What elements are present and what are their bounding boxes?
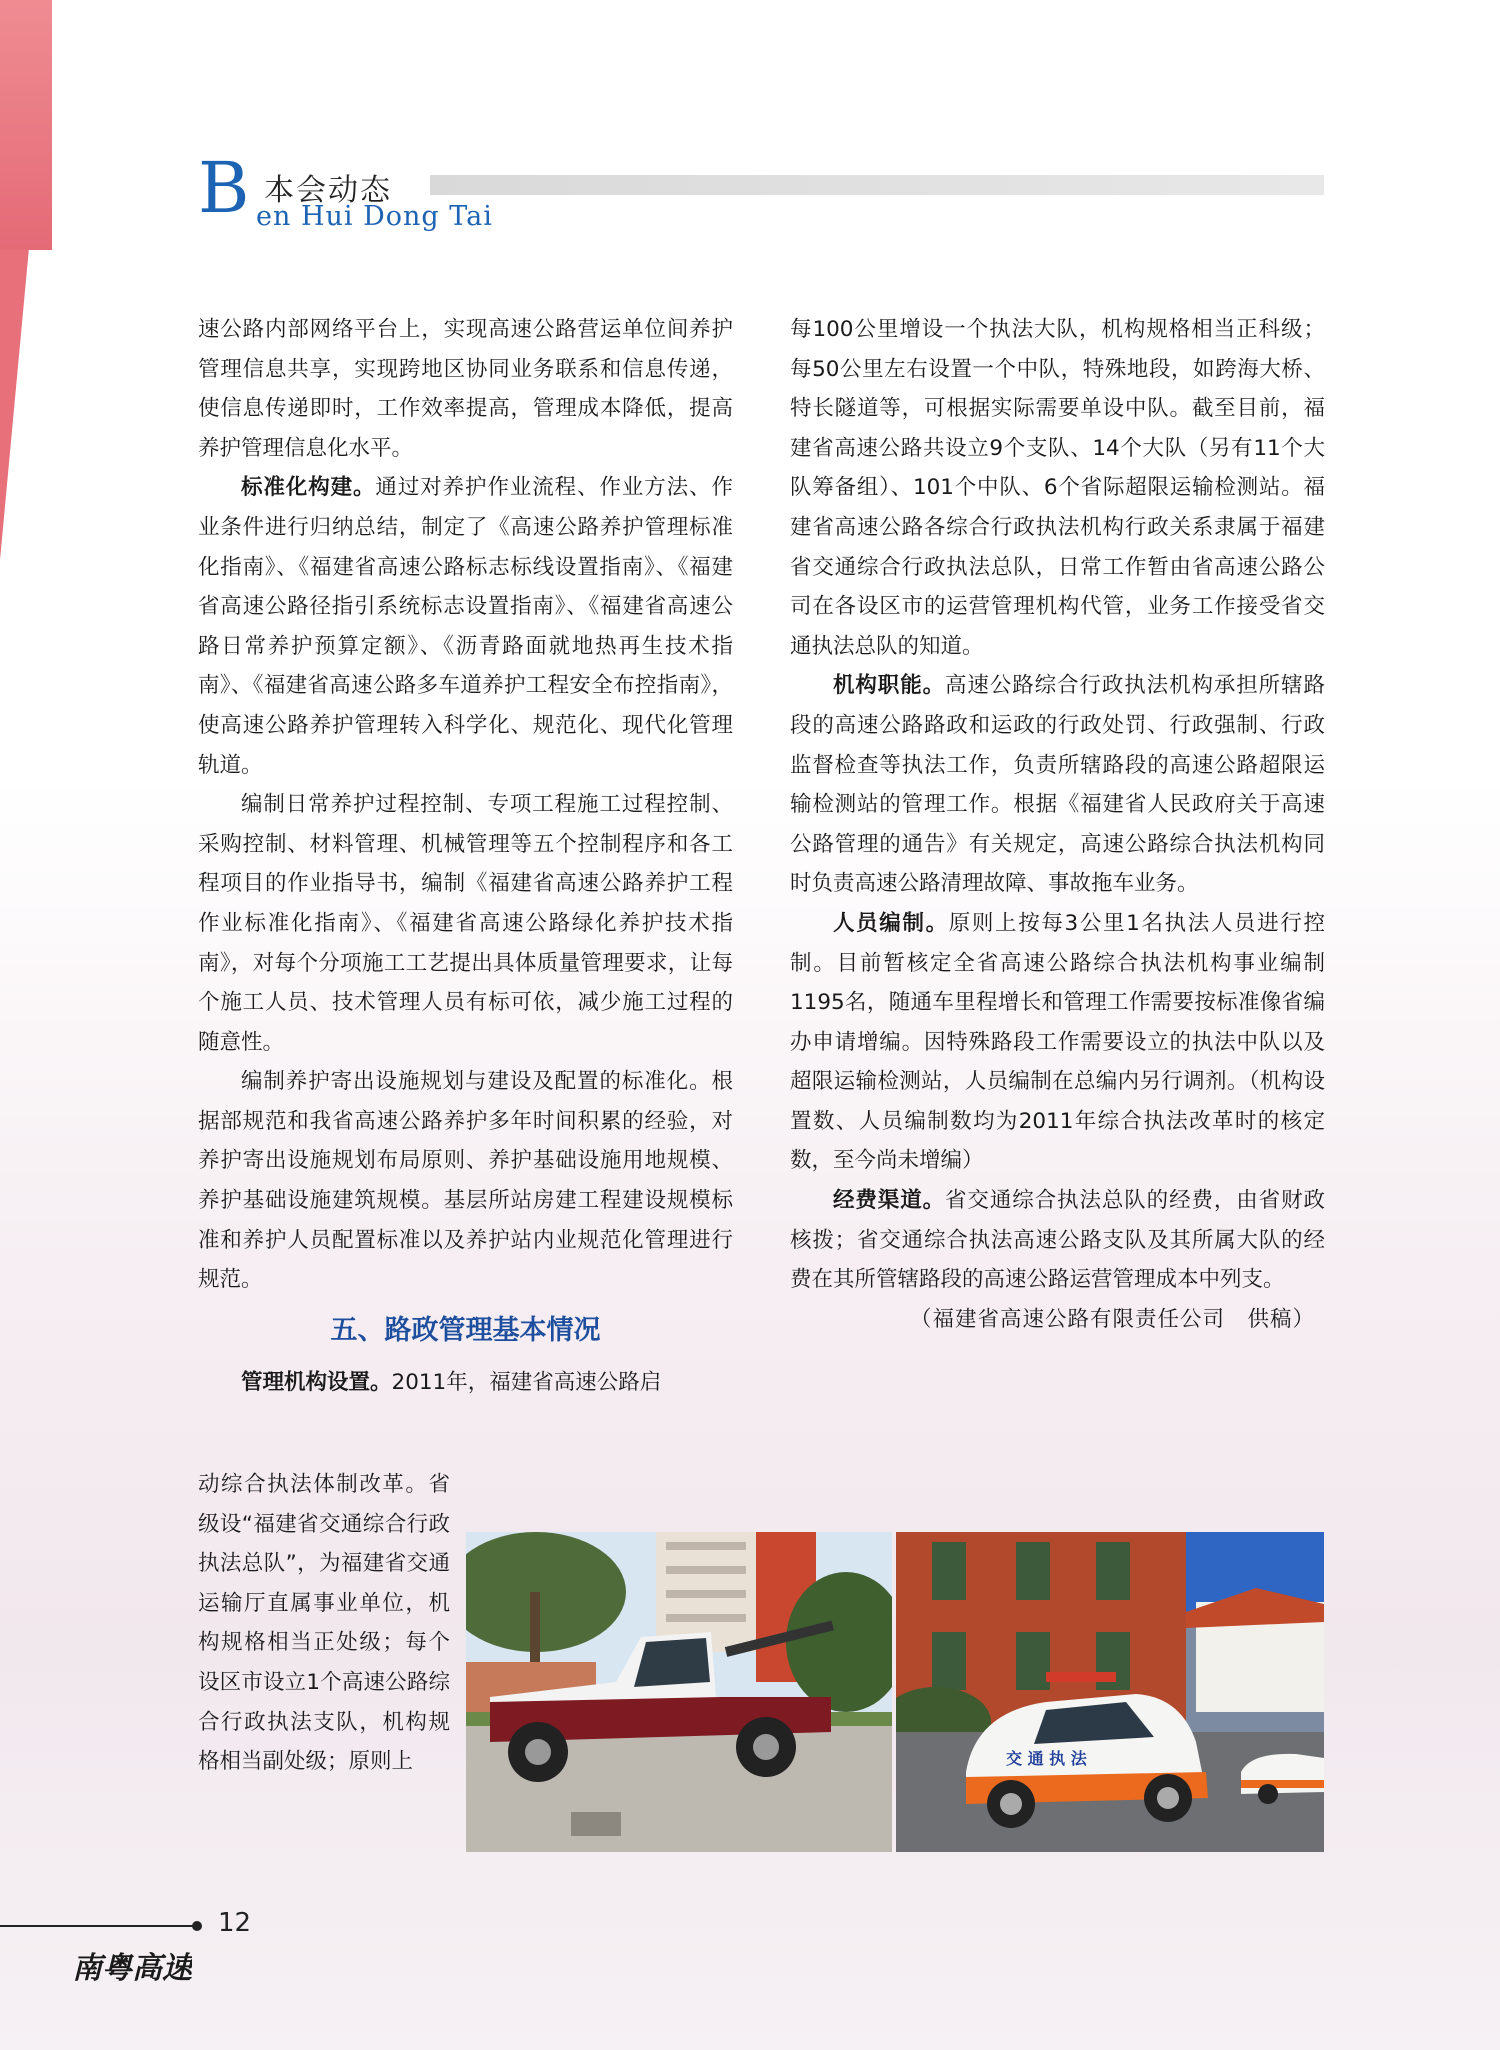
header-english-title: en Hui Dong Tai bbox=[256, 201, 493, 232]
corner-decoration-top bbox=[0, 0, 52, 250]
right-paragraph-4 bbox=[790, 1181, 1325, 1300]
right-paragraph-3-lead: 人员编制。 bbox=[833, 910, 949, 936]
section-header bbox=[198, 147, 1324, 235]
left-paragraph-4: 编制养护寄出设施规划与建设及配置的标准化。根据部规范和我省高速公路养护多年时间积累的经验，对养护寄出设施规划布局原则、养护基础设施用地规模、养护基础设施建筑规模。基层所站房建工程建设规模标准和养护人员配置标准以及养护站内业规范化管理进行规范。 bbox=[198, 1069, 733, 1293]
left-paragraph-3: 编制日常养护过程控制、专项工程施工过程控制、采购控制、材料管理、机械管理等五个控制程序和各工程项目的作业指导书，编制《福建省高速公路养护工程作业标准化指南》、《福建省高速公路绿化养护技术指南》，对每个分项施工工艺提出具体质量管理要求，让每个施工人员、技术管理人员有标可依，减少施工过程的随意性。 bbox=[198, 792, 733, 1055]
page-number: 12 bbox=[218, 1908, 252, 1938]
right-paragraph-1: 每100公里增设一个执法大队，机构规格相当正科级；每50公里左右设置一个中队，特殊地段，如跨海大桥、特长隧道等，可根据实际需要单设中队。截至目前，福建省高速公路共设立9个支队、14个大队（另有11个大队筹备组）、101个中队、6个省际超限运输检测站。福建省高速公路各综合行政执法机构行政关系隶属于福建省交通综合行政执法总队，日常工作暂由省高速公路公司在各设区市的运营管理机构代管，业务工作接受省交通执法总队的知道。 bbox=[790, 317, 1325, 659]
article-credit: （福建省高速公路有限责任公司 供稿） bbox=[909, 1306, 1315, 1332]
right-paragraph-4-lead: 经费渠道。 bbox=[833, 1188, 946, 1214]
right-paragraph-4-body: 省交通综合执法总队的经费，由省财政核拨；省交通综合执法高速公路支队及其所属大队的经费在其所管辖路段的高速公路运营管理成本中列支。 bbox=[790, 1188, 1325, 1293]
right-paragraph-2-lead: 机构职能。 bbox=[833, 673, 946, 699]
right-paragraph-3 bbox=[790, 904, 1325, 1181]
footer-dot bbox=[192, 1921, 202, 1931]
right-paragraph-2-body: 高速公路综合行政执法机构承担所辖路段的高速公路路政和运政的行政处罚、行政强制、行政监督检查等执法工作，负责所辖路段的高速公路超限运输检测站的管理工作。根据《福建省人民政府关于高速公路管理的通告》有关规定，高速公路综合执法机构同时负责高速公路清理故障、事故拖车业务。 bbox=[790, 673, 1325, 897]
logo-text: 南粤高速 bbox=[72, 1951, 192, 1986]
section-title: 五、路政管理基本情况 bbox=[330, 1314, 601, 1346]
car-door-text: 交 通 执 法 bbox=[1006, 1749, 1087, 1768]
left-paragraph-5-lead: 管理机构设置。 bbox=[241, 1369, 392, 1395]
right-column bbox=[790, 310, 1325, 1339]
left-paragraph-1: 速公路内部网络平台上，实现高速公路营运单位间养护管理信息共享，实现跨地区协同业务联系和信息传递，使信息传递即时，工作效率提高，管理成本降低，提高养护管理信息化水平。 bbox=[198, 317, 733, 461]
magazine-logo bbox=[72, 1942, 192, 1996]
left-paragraph-2 bbox=[198, 468, 733, 785]
left-paragraph-2-lead: 标准化构建。 bbox=[241, 475, 376, 501]
header-chinese-title: 本会动态 bbox=[264, 173, 392, 208]
right-paragraph-2 bbox=[790, 666, 1325, 904]
footer-rule bbox=[0, 1925, 196, 1927]
tow-truck-photo bbox=[466, 1532, 892, 1852]
narrow-paragraph: 动综合执法体制改革。省级设“福建省交通综合行政执法总队”，为福建省交通运输厅直属事业单位，机构规格相当正处级；每个设区市设立1个高速公路综合行政执法支队，机构规格相当副处级；原则上 bbox=[198, 1472, 450, 1775]
law-enforcement-car-photo bbox=[896, 1532, 1324, 1852]
header-bar bbox=[430, 175, 1324, 195]
left-paragraph-2-body: 通过对养护作业流程、作业方法、作业条件进行归纳总结，制定了《高速公路养护管理标准化指南》、《福建省高速公路标志标线设置指南》、《福建省高速公路径指引系统标志设置指南》、《福建省高速公路日常养护预算定额》、《沥青路面就地热再生技术指南》、《福建省高速公路多车道养护工程安全布控指南》，使高速公路养护管理转入科学化、规范化、现代化管理轨道。 bbox=[198, 475, 733, 778]
left-paragraph-5-body: 2011年，福建省高速公路启 bbox=[391, 1369, 662, 1395]
right-paragraph-3-body: 原则上按每3公里1名执法人员进行控制。目前暂核定全省高速公路综合执法机构事业编制1195名，随通车里程增长和管理工作需要按标准像省编办申请增编。因特殊路段工作需要设立的执法中队以及超限运输检测站，人员编制在总编内另行调剂。（机构设置数、人员编制数均为2011年综合执法改革时的核定数，至今尚未增编） bbox=[790, 910, 1325, 1174]
left-column bbox=[198, 310, 733, 1402]
header-initial-letter: B bbox=[198, 147, 250, 229]
left-paragraph-5 bbox=[198, 1363, 733, 1403]
narrow-column bbox=[198, 1465, 450, 1782]
